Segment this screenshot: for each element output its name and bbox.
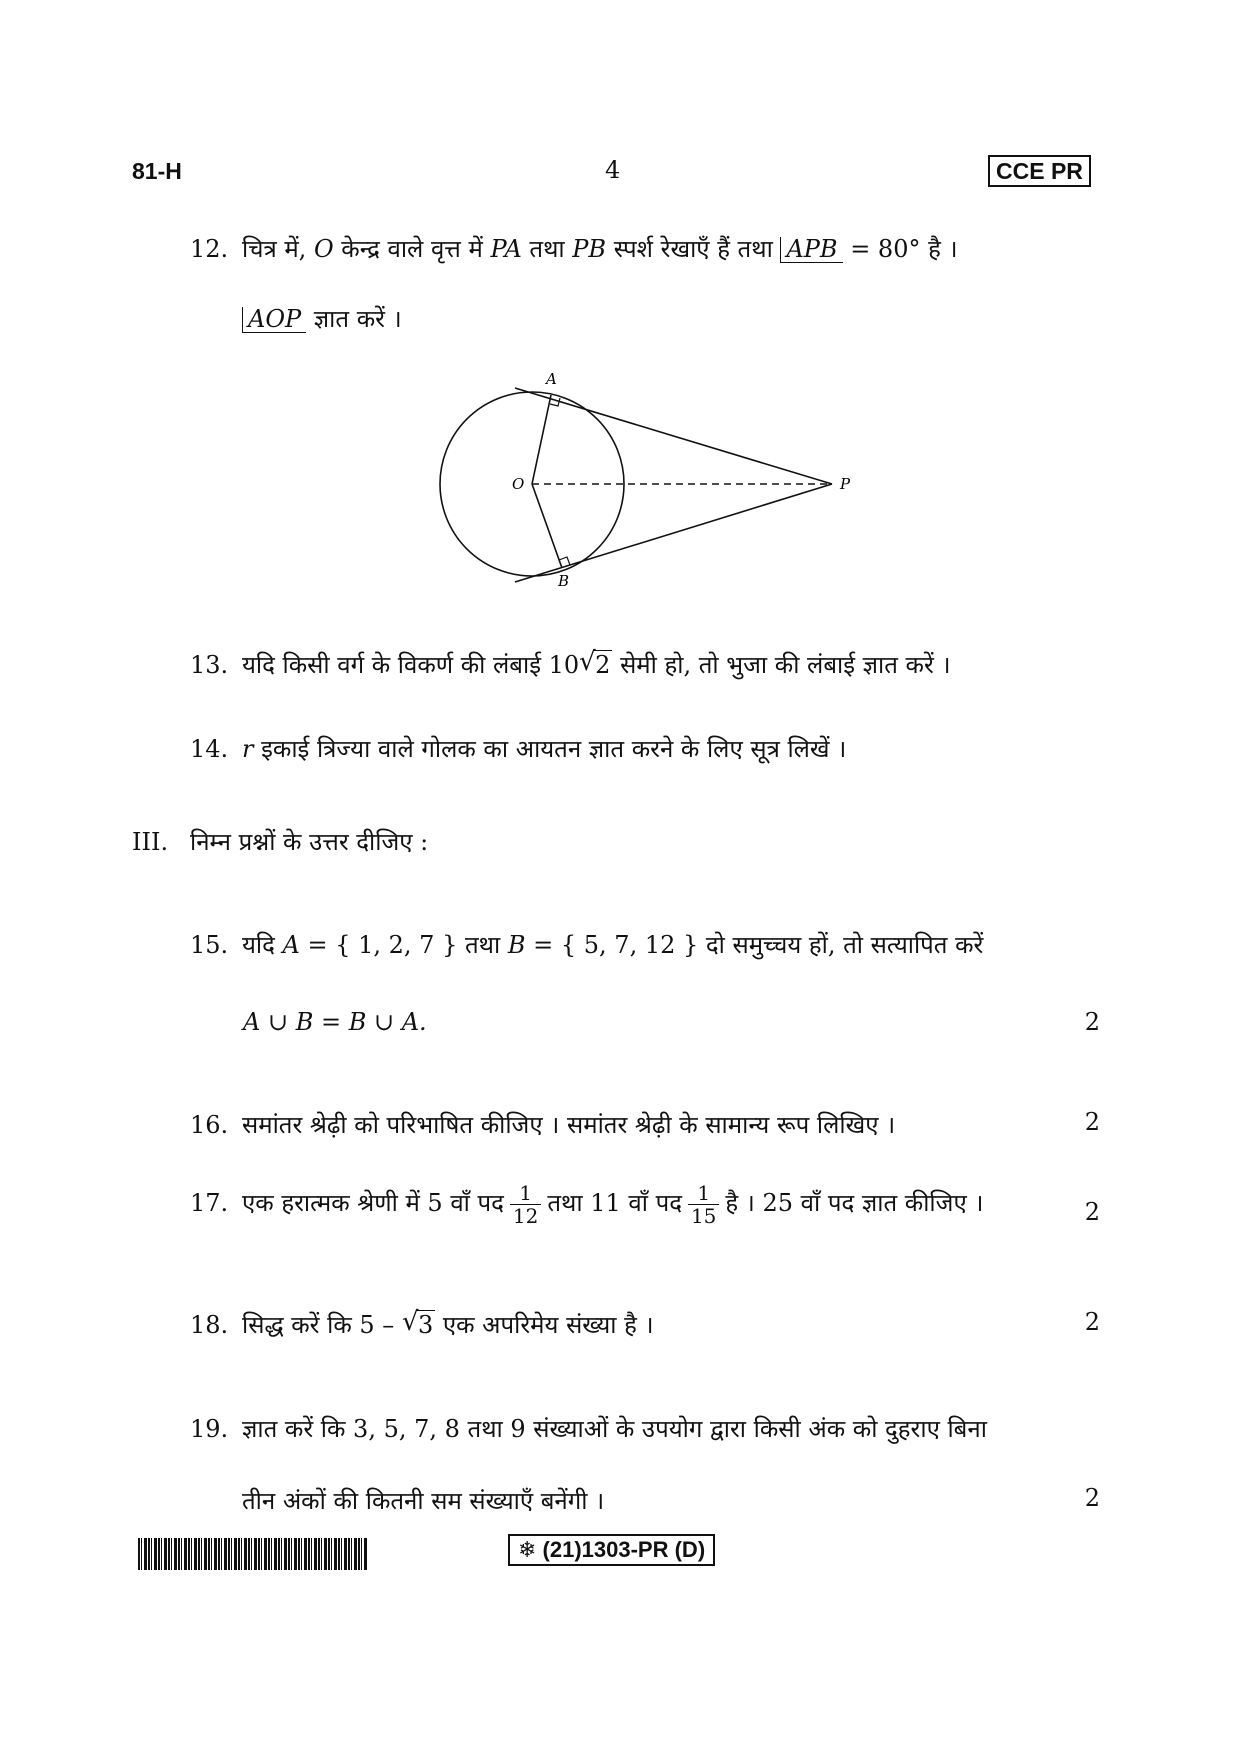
marks: 2: [1084, 1308, 1100, 1336]
angle-apb: APB: [780, 237, 842, 263]
paper-code: 81-H: [132, 158, 182, 184]
marks: 2: [1084, 1484, 1100, 1512]
question-18: 18. सिद्ध करें कि 5 – √ 3 एक अपरिमेय संख्या है ।: [190, 1307, 654, 1339]
page-number: 4: [605, 156, 621, 184]
label-p: P: [840, 475, 851, 493]
marks: 2: [1084, 1008, 1100, 1036]
section-heading: III. निम्न प्रश्नों के उत्तर दीजिए :: [132, 828, 429, 856]
tangent-circle-figure: [420, 360, 880, 600]
radius-oa: [532, 395, 551, 484]
angle-aop: AOP: [242, 307, 306, 333]
exam-type-box: CCE PR: [988, 155, 1091, 187]
tangent-pa: [515, 388, 832, 484]
question-19: 19. ज्ञात करें कि 3, 5, 7, 8 तथा 9 संख्याओं के उपयोग द्वारा किसी अंक को दुहराए बिना: [190, 1415, 987, 1443]
question-13: 13. यदि किसी वर्ग के विकर्ण की लंबाई 10 √ 2 सेमी हो, तो भुजा की लंबाई ज्ञात करें ।: [190, 647, 951, 679]
question-paper-code: ❄ (21)1303-PR (D): [508, 1534, 715, 1566]
question-number: 12.: [190, 235, 229, 263]
radius-ob: [532, 484, 562, 568]
fraction-1-15: $\frac{1}{15}$: [688, 1182, 719, 1227]
question-12-line2: AOP ज्ञात करें ।: [242, 302, 402, 335]
question-15: 15. यदि A = { 1, 2, 7 } तथा B = { 5, 7, 12 } दो समुच्चय हों, तो सत्यापित करें: [190, 931, 984, 959]
question-17: 17. एक हरात्मक श्रेणी में 5 वाँ पद $\frac{1}{12}$ तथा 11 वाँ पद $\frac{1}{15}$ है । 25 वाँ पद ज्ञात कीजिए ।: [190, 1181, 984, 1228]
label-o: O: [512, 475, 525, 493]
barcode: [138, 1538, 368, 1570]
question-15-formula: A ∪ B = B ∪ A.: [243, 1008, 427, 1036]
marks: 2: [1084, 1108, 1100, 1136]
sqrt-symbol: √ 3: [401, 1307, 434, 1339]
label-a: A: [546, 370, 557, 388]
question-16: 16. समांतर श्रेढ़ी को परिभाषित कीजिए । समांतर श्रेढ़ी के सामान्य रूप लिखिए ।: [190, 1111, 896, 1139]
question-12: 12. चित्र में, O केन्द्र वाले वृत्त में PA तथा PB स्पर्श रेखाएँ हैं तथा APB = 80° है ।: [190, 235, 958, 263]
question-19-line2: तीन अंकों की कितनी सम संख्याएँ बनेंगी ।: [242, 1487, 605, 1515]
question-14: 14. r इकाई त्रिज्या वाले गोलक का आयतन ज्ञात करने के लिए सूत्र लिखें ।: [190, 735, 847, 763]
marks: 2: [1084, 1198, 1100, 1226]
fraction-1-12: $\frac{1}{12}$: [510, 1182, 541, 1227]
sqrt-symbol: √ 2: [579, 647, 611, 679]
label-b: B: [558, 572, 570, 590]
